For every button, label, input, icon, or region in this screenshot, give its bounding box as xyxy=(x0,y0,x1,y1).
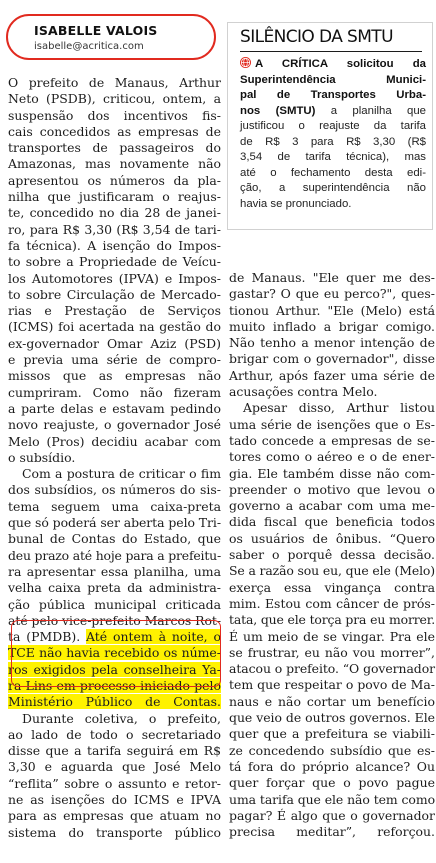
text-run: “reflita” sobre o assunto e retor- xyxy=(8,775,221,791)
column-1-line xyxy=(8,319,221,335)
column-2-line xyxy=(229,466,435,482)
column-1-line xyxy=(8,825,221,841)
text-run: de Manaus. "Ele quer me des- xyxy=(229,270,435,285)
text-run: (ICMS) foi acertada na gestão do xyxy=(8,319,221,335)
text-run: to sobre a Propriedade de Veícu- xyxy=(8,254,221,270)
text-run: missos que as empresas não xyxy=(8,368,221,384)
text-run: rias e Prestação de Serviços xyxy=(8,303,221,319)
column-1-line xyxy=(8,222,221,238)
text-run: quer que a prefeitura se viabili- xyxy=(229,726,435,742)
column-1-line xyxy=(8,287,221,303)
column-2-line xyxy=(229,482,435,498)
author-byline xyxy=(6,14,216,60)
column-1-line xyxy=(8,466,221,482)
text-run: apresentou os números da pla- xyxy=(8,172,221,188)
column-2-line xyxy=(229,400,435,416)
article-column-1 xyxy=(8,75,221,841)
text-run: até o fechamento desta edi- xyxy=(240,166,426,179)
column-1-line xyxy=(8,482,221,498)
column-2-line xyxy=(229,319,435,335)
column-2-line xyxy=(229,661,435,677)
highlighted-text: Ministério Público de Contas. xyxy=(8,694,221,710)
bold-text: Superintendência Munici- xyxy=(240,73,426,86)
column-2-line xyxy=(229,531,435,547)
text-run: 3,54 de tarifa técnica), mas xyxy=(240,151,426,164)
column-1-line xyxy=(8,548,221,564)
text-run: nilha que justificaram o reajus- xyxy=(8,189,221,205)
column-1-line xyxy=(8,531,221,547)
column-1-line xyxy=(8,776,221,792)
text-run: dida fiscal que beneficia todos xyxy=(229,514,435,530)
column-1-line xyxy=(8,385,221,401)
text-run: governo a acabar com uma me- xyxy=(229,498,435,514)
column-1-line xyxy=(8,515,221,531)
text-run: ta (PMDB). xyxy=(8,629,87,645)
sidebar-box-body xyxy=(240,57,426,212)
column-2-line xyxy=(229,677,435,693)
sidebar-box-line xyxy=(240,197,426,213)
column-2-line xyxy=(229,335,435,351)
article-column-2 xyxy=(229,270,435,840)
text-run: pagar? É algo que o governador xyxy=(229,807,435,823)
sidebar-box xyxy=(227,22,433,230)
sidebar-box-title: SILÊNCIO DA SMTU xyxy=(240,27,393,47)
text-run: tores como o aéreo e o de ener- xyxy=(229,449,435,465)
text-run: preender o motivo que levou o xyxy=(229,481,435,497)
sidebar-box-rule xyxy=(240,51,422,52)
text-run: Apesar disso, Arthur listou xyxy=(243,400,435,416)
text-run: deu prazo até hoje para a prefeitu- xyxy=(8,547,221,563)
column-1-line xyxy=(8,694,221,710)
text-run: Neto (PSDB), criticou, ontem, a xyxy=(8,91,221,107)
text-run: ção, a superintendência não xyxy=(240,182,426,195)
text-run: velha caixa preta da administra- xyxy=(8,580,221,596)
column-1-line xyxy=(8,91,221,107)
text-run: e previa uma série de compro- xyxy=(8,352,221,368)
sidebar-box-line xyxy=(240,73,426,89)
text-run: ro, para R$ 3,30 (R$ 3,54 de tari- xyxy=(8,221,221,237)
column-2-line xyxy=(229,580,435,596)
text-run: te, concedido no dia 28 de janei- xyxy=(8,205,221,221)
column-1-line xyxy=(8,238,221,254)
column-2-line xyxy=(229,498,435,514)
text-run: O prefeito de Manaus, Arthur xyxy=(8,75,221,90)
text-run: to sobre Circulação de Mercado- xyxy=(8,286,221,302)
column-2-line xyxy=(229,759,435,775)
column-1-line xyxy=(8,124,221,140)
text-run: 3,30 e aguarda que José Melo xyxy=(8,759,221,775)
column-2-line xyxy=(229,645,435,661)
column-2-line xyxy=(229,808,435,824)
text-run: Com a postura de criticar o fim xyxy=(22,466,221,482)
column-1-line xyxy=(8,499,221,515)
text-run: quer forçar que o povo pague xyxy=(229,775,435,791)
column-2-line xyxy=(229,417,435,433)
column-1-line xyxy=(8,173,221,189)
column-1-line xyxy=(8,254,221,270)
text-run: gia. Ele também disse não com- xyxy=(229,465,435,481)
author-name: ISABELLE VALOIS xyxy=(30,23,162,38)
text-run: ze concedendo subsídio que es- xyxy=(229,742,435,758)
text-run: cumpriram. Como não fizeram xyxy=(8,384,221,400)
column-2-line xyxy=(229,433,435,449)
bold-text: pal de Transportes Urba- xyxy=(240,89,426,102)
text-run: uma tarifa que ele não tem como xyxy=(229,791,435,807)
column-2-line xyxy=(229,449,435,465)
bold-text: A CRÍTICA solicitou da xyxy=(255,58,426,70)
text-run: novo reajuste, o governador José xyxy=(8,417,221,433)
column-2-line xyxy=(229,286,435,302)
column-2-line xyxy=(229,563,435,579)
sidebar-box-line xyxy=(240,150,426,166)
text-run: muito inflado a brigar comigo. xyxy=(229,318,435,334)
text-run: Melo (Pros) decidiu acabar com xyxy=(8,433,221,449)
highlighted-text: TCE não havia recebido os núme- xyxy=(8,645,221,661)
text-run: se frustrar, eu não vou morrer”, xyxy=(229,644,435,660)
text-run: tá fora do próprio alcance? Ou xyxy=(229,758,435,774)
column-1-line xyxy=(8,580,221,596)
text-run: uma série de isenções que o Es- xyxy=(229,416,435,432)
column-2-line xyxy=(229,792,435,808)
column-2-line xyxy=(229,303,435,319)
text-run: tionou Arthur. "Ele (Melo) está xyxy=(229,302,435,318)
column-2-line xyxy=(229,629,435,645)
column-1-line xyxy=(8,808,221,824)
column-1-line xyxy=(8,75,221,91)
text-run: o subsídio. xyxy=(8,449,76,465)
text-run: sistema do transporte público xyxy=(8,824,221,840)
text-run: atacou o prefeito. “O governador xyxy=(229,661,435,677)
text-run: ne as isenções do ICMS e IPVA xyxy=(8,792,221,808)
column-1-line xyxy=(8,368,221,384)
text-run: havia se pronunciado. xyxy=(240,197,352,210)
text-run: É um meio de se vingar. Pra ele xyxy=(229,628,435,644)
column-1-line xyxy=(8,140,221,156)
column-2-line xyxy=(229,384,435,400)
column-2-line xyxy=(229,824,435,840)
sidebar-box-line xyxy=(240,119,426,135)
column-2-line xyxy=(229,775,435,791)
text-run: que veio de outros governos. Ele xyxy=(229,710,435,726)
text-run: a planilha que xyxy=(315,104,426,117)
column-2-line xyxy=(229,270,435,286)
text-run: de R$ 3 para R$ 3,30 (R$ xyxy=(240,135,426,148)
sidebar-box-line xyxy=(240,57,426,73)
text-run: fa técnica). A isenção do Impos- xyxy=(8,237,221,253)
sidebar-box-line xyxy=(240,166,426,182)
column-1-line xyxy=(8,450,221,466)
column-2-line xyxy=(229,710,435,726)
column-2-line xyxy=(229,351,435,367)
text-run: dos subsídios, os números do sis- xyxy=(8,482,221,498)
text-run: Arthur, após fazer uma série de xyxy=(229,367,435,383)
column-2-line xyxy=(229,368,435,384)
text-run: Durante coletiva, o prefeito, xyxy=(22,710,221,726)
column-1-line xyxy=(8,336,221,352)
column-1-line xyxy=(8,401,221,417)
text-run: os usuários de ônibus. “Quero xyxy=(229,530,435,546)
text-run: para as empresas que atuam no xyxy=(8,808,221,824)
text-run: ra apresentar essa planilha, uma xyxy=(8,563,221,579)
text-run: bunal de Contas do Estado, que xyxy=(8,531,221,547)
column-2-line xyxy=(229,726,435,742)
highlighted-text: ros exigidos pela conselheira Ya- xyxy=(8,661,221,677)
column-1-line xyxy=(8,417,221,433)
column-1-line xyxy=(8,108,221,124)
column-1-line xyxy=(8,156,221,172)
column-1-line xyxy=(8,352,221,368)
text-run: a parte delas e estavam pedindo xyxy=(8,400,221,416)
column-1-line xyxy=(8,727,221,743)
column-2-line xyxy=(229,612,435,628)
text-run: brigar com o governador", disse xyxy=(229,351,435,367)
column-2-line xyxy=(229,547,435,563)
column-1-line xyxy=(8,205,221,221)
column-1-line xyxy=(8,597,221,613)
text-run: tado concede a empresas de se- xyxy=(229,432,435,448)
sidebar-box-line xyxy=(240,104,426,120)
column-2-line xyxy=(229,596,435,612)
text-run: ção pública municipal criticada xyxy=(8,596,221,612)
column-1-line xyxy=(8,303,221,319)
highlight-outline xyxy=(11,620,221,687)
text-run: suspensão dos incentivos fis- xyxy=(8,107,221,123)
text-run: precisa meditar”, reforçou. xyxy=(229,824,435,840)
author-email: isabelle@acritica.com xyxy=(34,41,144,52)
column-1-line xyxy=(8,759,221,775)
globe-icon xyxy=(240,57,251,68)
column-1-line xyxy=(8,434,221,450)
sidebar-box-line xyxy=(240,181,426,197)
text-run: gastar? O que eu perco?", ques- xyxy=(229,286,435,302)
bold-text: nos (SMTU) xyxy=(240,104,316,117)
column-1-line xyxy=(8,271,221,287)
text-run: transportes de passageiros do xyxy=(8,140,221,156)
text-run: naus e não cortar um benefício xyxy=(229,693,435,709)
column-1-line xyxy=(8,711,221,727)
text-run: ex-governador Omar Aziz (PSD) xyxy=(8,335,221,351)
text-run: mim. Estou com câncer de prós- xyxy=(229,595,435,611)
text-run: até pelo vice-prefeito Marcos Rot- xyxy=(8,612,221,628)
column-1-line xyxy=(8,743,221,759)
text-run: saber o porquê dessa decisão. xyxy=(229,547,435,563)
highlighted-text: ra Lins em processo iniciado pelo xyxy=(8,677,221,693)
text-run: cais concedidos as empresas de xyxy=(8,123,221,139)
column-2-line xyxy=(229,694,435,710)
text-run: justificou o reajuste da tarifa xyxy=(240,120,426,133)
column-1-line xyxy=(8,189,221,205)
text-run: Se a razão sou eu, que ele (Melo) xyxy=(229,563,435,579)
text-run: que só poderá ser aberta pelo Tri- xyxy=(8,515,221,531)
text-run: Amazonas, mas novamente não xyxy=(8,156,221,172)
text-run: tem que respeitar o povo de Ma- xyxy=(229,677,435,693)
highlighted-text: Até ontem à noite, o xyxy=(86,629,222,645)
text-run: acusações contra Melo. xyxy=(229,384,378,400)
text-run: disse que a tarifa seguirá em R$ xyxy=(8,743,221,759)
text-run: exerça essa vingança contra xyxy=(229,579,435,595)
text-run: Não tenho a menor intenção de xyxy=(229,335,435,351)
sidebar-box-line xyxy=(240,88,426,104)
text-run: los Automotores (IPVA) e Impos- xyxy=(8,270,221,286)
column-2-line xyxy=(229,514,435,530)
column-1-line xyxy=(8,564,221,580)
sidebar-box-line xyxy=(240,135,426,151)
text-run: ao lado de todo o secretariado xyxy=(8,726,221,742)
text-run: tema seguem uma caixa-preta xyxy=(8,498,221,514)
column-2-line xyxy=(229,743,435,759)
text-run: tata, que ele torça pra eu morrer. xyxy=(229,612,435,628)
column-1-line xyxy=(8,792,221,808)
